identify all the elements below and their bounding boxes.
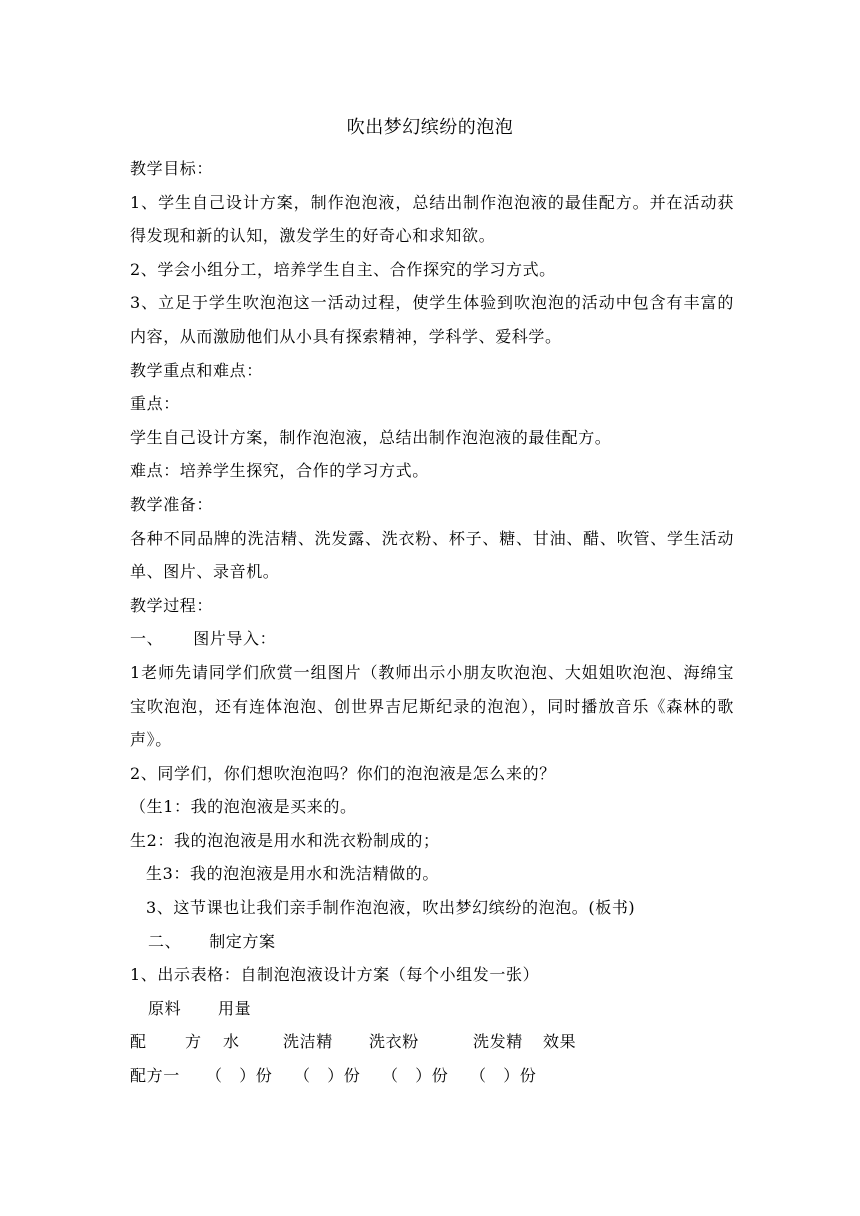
prep-text: 各种不同品牌的洗洁精、洗发露、洗衣粉、杯子、糖、甘油、醋、吹管、学生活动单、图片、录音机。 (130, 528, 734, 582)
objectives-heading: 教学目标： (130, 159, 214, 178)
col-detergent: 洗洁精 (283, 1032, 333, 1052)
table-column-row (130, 1025, 734, 1059)
formula-1-shampoo: （ ）份 (470, 1066, 537, 1086)
objective-1: 1、学生自己设计方案，制作泡泡液，总结出制作泡泡液的最佳配方。并在活动获得发现和新的认知，激发学生的好奇心和求知欲。 (130, 192, 734, 246)
section-2-title: 制定方案 (209, 931, 276, 951)
key-text: 学生自己设计方案，制作泡泡液，总结出制作泡泡液的最佳配方。 (130, 427, 612, 447)
section-1-title: 图片导入： (193, 629, 277, 649)
table-header-material: 原料 (148, 998, 182, 1018)
table-header-amount: 用量 (218, 998, 252, 1018)
key-points-heading: 教学重点和难点： (130, 360, 263, 380)
formula-1-label: 配方一 (130, 1066, 180, 1086)
col-water: 水 (223, 1032, 240, 1052)
process-heading: 教学过程： (130, 595, 214, 615)
key-label: 重点： (130, 394, 180, 414)
step-table: 1、出示表格：自制泡泡液设计方案（每个小组发一张） (130, 965, 540, 985)
student-answer-2: 生2：我的泡泡液是用水和洗衣粉制成的； (130, 830, 440, 850)
table-header-row (130, 992, 734, 1026)
formula-1-water: （ ）份 (206, 1066, 273, 1086)
step-1: 1老师先请同学们欣赏一组图片（教师出示小朋友吹泡泡、大姐姐吹泡泡、海绵宝宝吹泡泡，还有连体泡泡、创世界吉尼斯纪录的泡泡），同时播放音乐《森林的歌声》。 (130, 662, 734, 750)
step-2: 2、同学们，你们想吹泡泡吗？你们的泡泡液是怎么来的？ (130, 763, 556, 783)
document-title: 吹出梦幻缤纷的泡泡 (346, 117, 514, 138)
section-2-number: 二、 (148, 931, 182, 951)
row-label-a: 配 (130, 1032, 147, 1052)
col-shampoo: 洗发精 (473, 1032, 523, 1052)
formula-1-washing-powder: （ ）份 (382, 1066, 449, 1086)
col-effect: 效果 (543, 1032, 577, 1052)
objective-2: 2、学会小组分工，培养学生自主、合作探究的学习方式。 (130, 259, 556, 279)
formula-1-detergent: （ ）份 (294, 1066, 361, 1086)
section-2-heading (130, 925, 734, 959)
col-washing-powder: 洗衣粉 (369, 1032, 419, 1052)
section-1-number: 一、 (130, 629, 164, 649)
row-label-b: 方 (185, 1032, 202, 1052)
document-body (130, 152, 734, 1093)
objective-3: 3、立足于学生吹泡泡这一活动过程，使学生体验到吹泡泡的活动中包含有丰富的内容，从而激励他们从小具有探索精神，学科学、爱科学。 (130, 293, 734, 346)
student-answer-3: 生3：我的泡泡液是用水和洗洁精做的。 (146, 864, 439, 884)
prep-heading: 教学准备： (130, 494, 214, 514)
step-3: 3、这节课也让我们亲手制作泡泡液，吹出梦幻缤纷的泡泡。(板书) (146, 898, 636, 918)
formula-1-row (130, 1059, 734, 1093)
difficulty-text: 难点：培养学生探究，合作的学习方式。 (130, 461, 429, 481)
student-answer-1: （生1：我的泡泡液是买来的。 (130, 797, 357, 817)
section-1-heading (130, 622, 734, 656)
